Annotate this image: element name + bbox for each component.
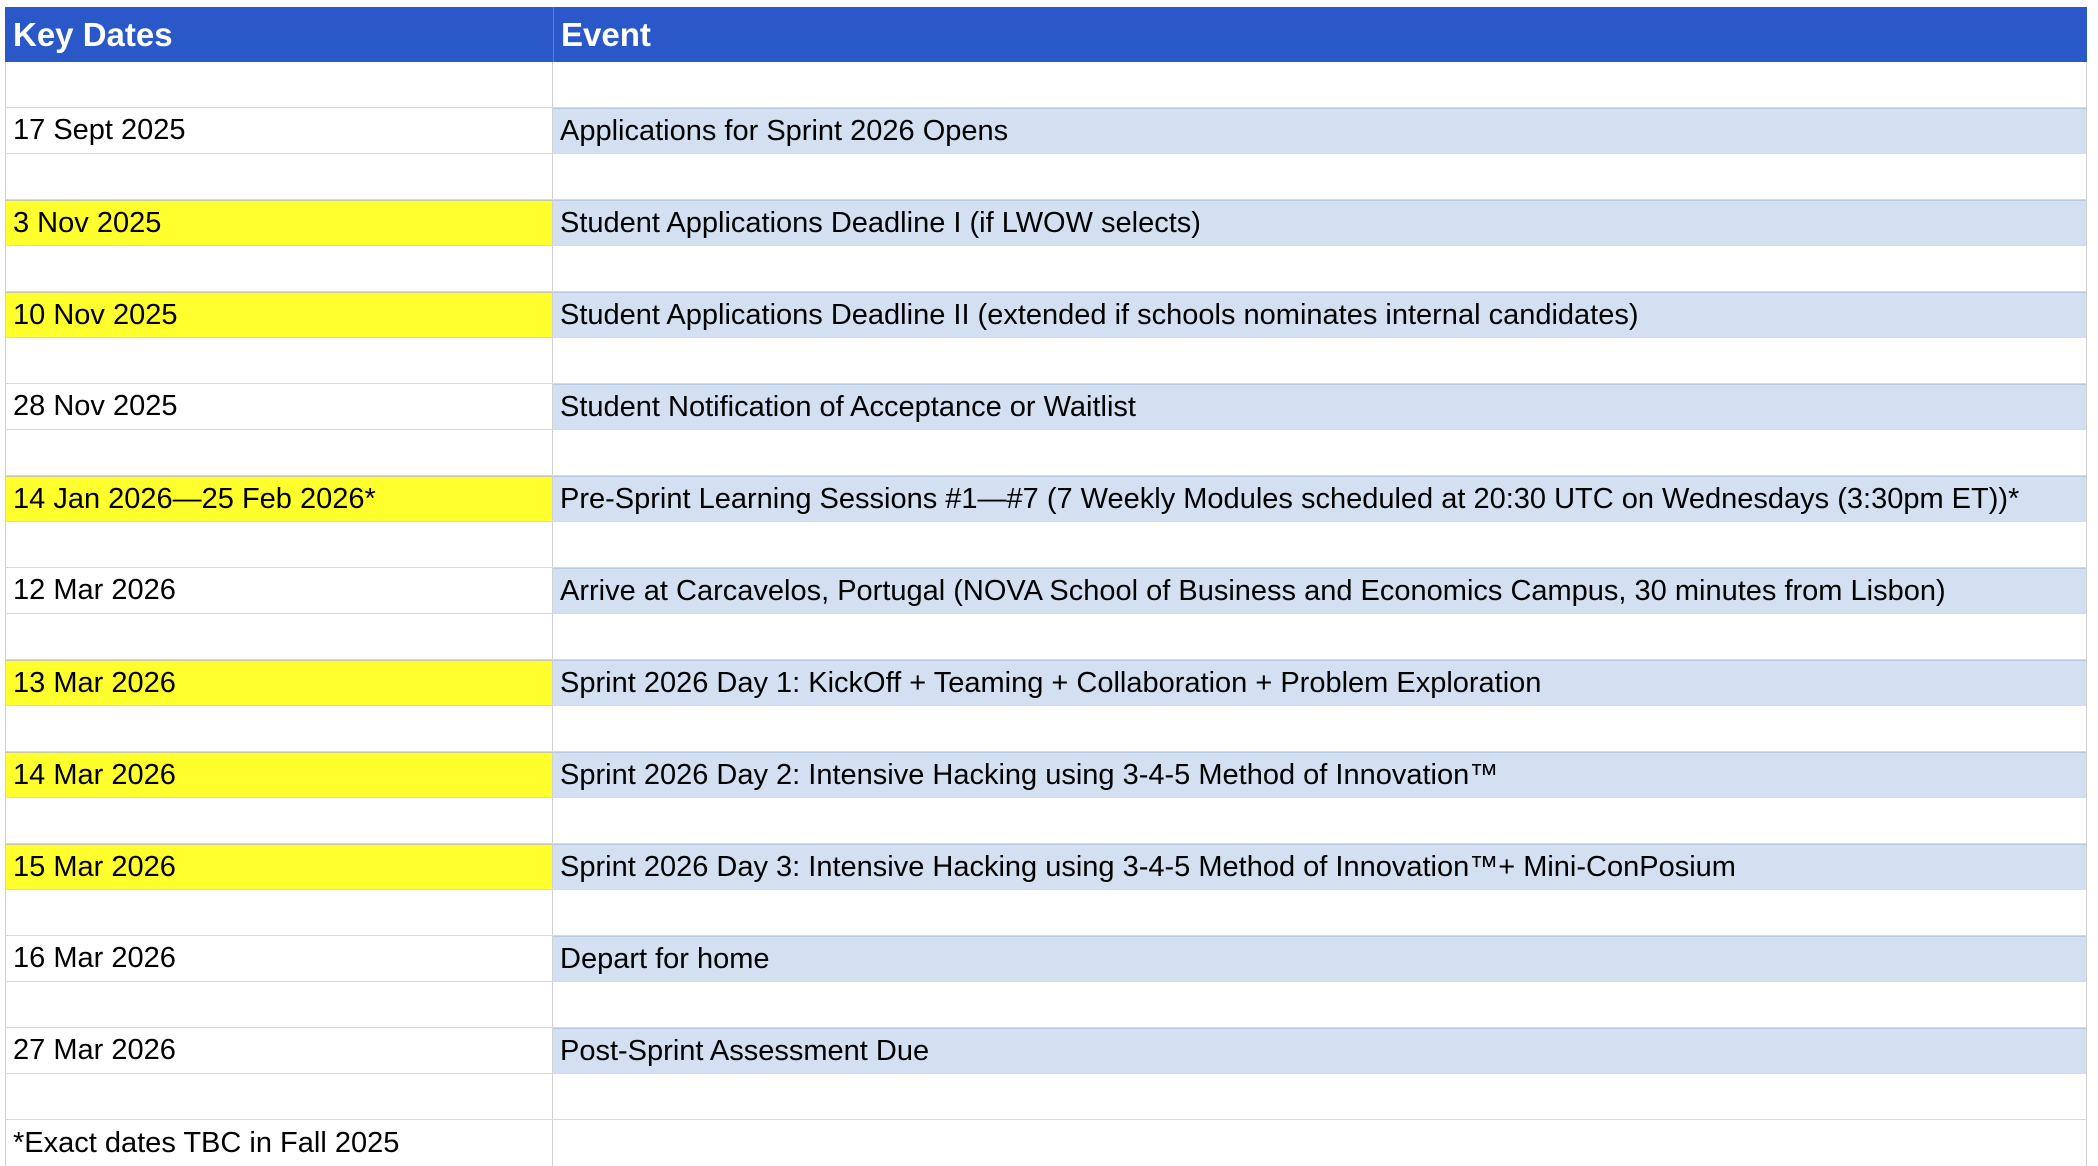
empty-cell[interactable] [553, 154, 2087, 199]
spacer-row [5, 62, 2087, 108]
date-cell[interactable]: 12 Mar 2026 [5, 568, 553, 613]
empty-cell[interactable] [553, 982, 2087, 1027]
date-cell[interactable]: 16 Mar 2026 [5, 936, 553, 981]
table-row [5, 568, 2087, 614]
footnote-cell[interactable]: *Exact dates TBC in Fall 2025 [5, 1120, 553, 1166]
empty-cell[interactable] [553, 890, 2087, 935]
date-cell[interactable]: 13 Mar 2026 [5, 660, 553, 705]
table-row [5, 844, 2087, 890]
table-row [5, 1028, 2087, 1074]
table-row [5, 476, 2087, 522]
header-event[interactable]: Event [553, 7, 2087, 62]
empty-cell[interactable] [5, 890, 553, 935]
empty-cell[interactable] [5, 614, 553, 659]
empty-cell[interactable] [553, 706, 2087, 751]
header-key-dates[interactable]: Key Dates [5, 7, 553, 62]
date-cell[interactable]: 27 Mar 2026 [5, 1028, 553, 1073]
event-cell[interactable]: Post-Sprint Assessment Due [553, 1028, 2087, 1073]
spacer-row [5, 982, 2087, 1028]
footnote-row [5, 1120, 2087, 1166]
event-cell[interactable]: Sprint 2026 Day 3: Intensive Hacking using 3-4-5 Method of Innovation™+ Mini-ConPosium [553, 844, 2087, 889]
spacer-row [5, 706, 2087, 752]
date-cell[interactable]: 10 Nov 2025 [5, 292, 553, 337]
empty-cell[interactable] [5, 1074, 553, 1119]
empty-cell[interactable] [553, 430, 2087, 475]
empty-cell[interactable] [553, 1074, 2087, 1119]
event-cell[interactable]: Student Notification of Acceptance or Waitlist [553, 384, 2087, 429]
event-cell[interactable]: Student Applications Deadline II (extended if schools nominates internal candidates) [553, 292, 2087, 337]
table-body [5, 62, 2087, 1120]
spacer-row [5, 338, 2087, 384]
date-cell[interactable]: 14 Mar 2026 [5, 752, 553, 797]
table-row [5, 660, 2087, 706]
empty-cell[interactable] [553, 798, 2087, 843]
event-cell[interactable]: Arrive at Carcavelos, Portugal (NOVA School of Business and Economics Campus, 30 minutes from Lisbon) [553, 568, 2087, 613]
spacer-row [5, 1074, 2087, 1120]
empty-cell[interactable] [5, 154, 553, 199]
empty-cell[interactable] [553, 614, 2087, 659]
spacer-row [5, 154, 2087, 200]
empty-cell[interactable] [553, 522, 2087, 567]
table-row [5, 108, 2087, 154]
empty-cell[interactable] [5, 798, 553, 843]
empty-cell[interactable] [5, 246, 553, 291]
date-cell[interactable]: 15 Mar 2026 [5, 844, 553, 889]
spacer-row [5, 614, 2087, 660]
date-cell[interactable]: 17 Sept 2025 [5, 108, 553, 153]
table-row [5, 752, 2087, 798]
empty-cell[interactable] [553, 62, 2087, 107]
date-cell[interactable]: 28 Nov 2025 [5, 384, 553, 429]
table-header-row [5, 7, 2087, 62]
event-cell[interactable]: Pre-Sprint Learning Sessions #1—#7 (7 Weekly Modules scheduled at 20:30 UTC on Wednesdays (3:30pm ET))* [553, 476, 2087, 521]
empty-cell[interactable] [5, 522, 553, 567]
table-row [5, 200, 2087, 246]
empty-cell[interactable] [5, 430, 553, 475]
event-cell[interactable]: Sprint 2026 Day 2: Intensive Hacking using 3-4-5 Method of Innovation™ [553, 752, 2087, 797]
event-cell[interactable]: Depart for home [553, 936, 2087, 981]
empty-cell[interactable] [5, 62, 553, 107]
empty-cell[interactable] [5, 706, 553, 751]
event-cell[interactable]: Applications for Sprint 2026 Opens [553, 108, 2087, 153]
key-dates-table [5, 7, 2087, 1166]
date-cell[interactable]: 3 Nov 2025 [5, 200, 553, 245]
event-cell[interactable]: Student Applications Deadline I (if LWOW selects) [553, 200, 2087, 245]
spacer-row [5, 890, 2087, 936]
empty-cell[interactable] [553, 246, 2087, 291]
event-cell[interactable]: Sprint 2026 Day 1: KickOff + Teaming + Collaboration + Problem Exploration [553, 660, 2087, 705]
date-cell[interactable]: 14 Jan 2026—25 Feb 2026* [5, 476, 553, 521]
table-row [5, 292, 2087, 338]
spacer-row [5, 430, 2087, 476]
empty-cell[interactable] [5, 982, 553, 1027]
spacer-row [5, 798, 2087, 844]
spacer-row [5, 246, 2087, 292]
spacer-row [5, 522, 2087, 568]
table-row [5, 936, 2087, 982]
empty-cell[interactable] [553, 1120, 2087, 1166]
table-row [5, 384, 2087, 430]
empty-cell[interactable] [553, 338, 2087, 383]
empty-cell[interactable] [5, 338, 553, 383]
